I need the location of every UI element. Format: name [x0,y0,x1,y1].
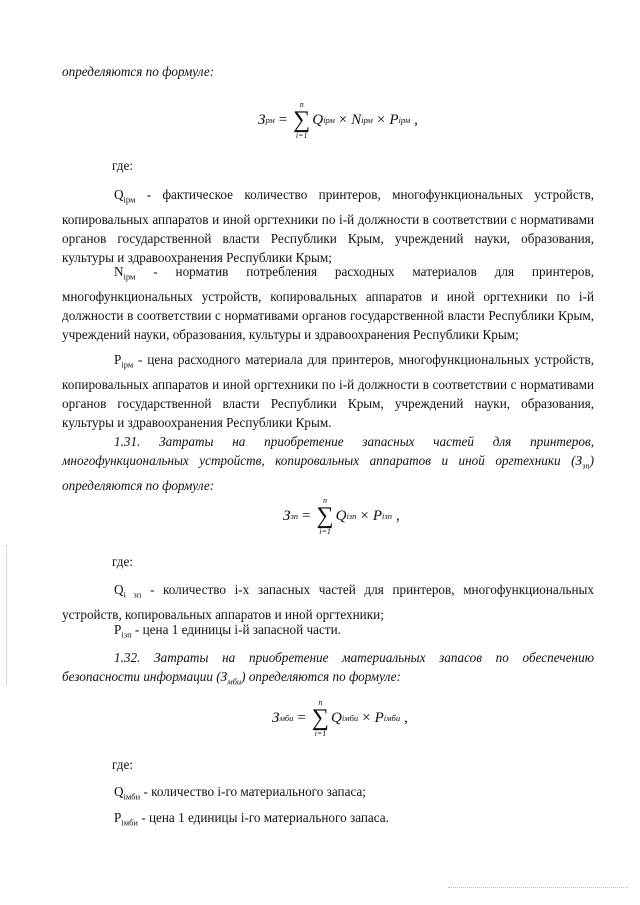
definition-q-irm [62,185,594,267]
def-text: - количество i-х запасных частей для принтеров, многофункциональных устройств, копировальных аппаратов и иной оргтехники; [62,582,594,622]
scan-artifact-left [6,545,8,685]
formula-lhs-sub: зп [290,511,299,521]
formula-lhs-sub: рм [265,115,275,125]
def-text: - количество i-го материального запаса; [140,784,366,799]
times-sign: × [338,111,348,128]
term-q: Q [330,709,342,726]
term-p-sub: iмби [383,713,401,723]
formula-comma: , [414,111,418,128]
section-1-32 [62,648,594,692]
formula-lhs: З [272,709,280,726]
def-symbol: P [114,352,122,367]
formula-zrm [258,98,418,142]
section-text: 1.31. Затраты на приобретение запасных частей для принтеров, многофункциональных устройств, копировальных аппаратов и иной оргтехники (З [62,434,594,468]
sum-top: n [299,100,304,109]
section-text-end: ) определяются по формуле: [241,669,401,684]
times-sign: × [362,709,371,726]
term-q-sub: iмби [341,713,359,723]
definition-p-imbi [62,808,594,833]
intro-text: определяются по формуле: [62,64,215,79]
formula-zmbi [272,696,408,740]
times-sign: × [360,507,369,524]
sigma-icon: ∑ [311,705,329,731]
def-text: - норматив потребления расходных материалов для принтеров, многофункциональных устройств, копировальных аппаратов и иной оргтехники по i-й должности в соответствии с нормативами органов государственной власти Республики Крым, учреждений науки, образования, культуры и здравоохранения Республики Крым; [62,264,594,342]
term-p: P [389,111,399,128]
equals-sign: = [278,111,288,128]
term-q: Q [335,507,347,524]
term-q: Q [312,111,324,128]
formula-zzp [283,494,400,538]
def-symbol-sub: iмби [121,817,138,828]
def-symbol-sub: iрм [123,271,136,282]
definition-q-izp [62,580,594,624]
formula-lhs: З [258,111,266,128]
term-q-sub: iзп [346,511,357,521]
def-text: - фактическое количество принтеров, многофункциональных устройств, копировальных аппаратов и иной оргтехники по i-й должности в соответствии с нормативами органов государственной власти Республики Крым, учреждений науки, образования, культуры и здравоохранения Республики Крым; [62,187,594,265]
times-sign: × [376,111,386,128]
term-n: N [351,111,362,128]
term-n-sub: iрм [361,115,373,125]
definition-p-izp [62,620,594,645]
section-sub: мби [227,676,242,687]
def-symbol-sub: iмби [123,791,141,802]
sum-bottom: i=1 [314,729,327,738]
sum-top: n [318,698,323,707]
formula-comma: , [395,507,400,524]
def-symbol: Q [114,582,124,597]
def-symbol-sub: iрм [121,359,134,370]
section-text: 1.32. Затраты на приобретение материальных запасов по обеспечению безопасности информации (З [62,650,594,684]
def-text: - цена расходного материала для принтеров, многофункциональных устройств, копировальных аппаратов и иной оргтехники по i-й должности в соответствии с нормативами органов государственной власти Республики Крым, учреждений науки, образования, культуры и здравоохранения Республики Крым. [62,352,594,430]
def-symbol-sub: iзп [121,629,132,640]
sum-operator [316,496,333,536]
formula-comma: , [404,709,408,726]
section-1-31 [62,432,594,495]
def-text: - цена 1 единицы i-го материального запаса. [137,810,389,825]
def-symbol: P [114,622,122,637]
scan-artifact-bottom [448,887,628,889]
where-label: где: [112,757,133,772]
sum-top: n [323,496,328,505]
section-sub: зп [582,460,590,471]
def-symbol: N [114,264,124,279]
sum-bottom: i=1 [295,131,308,140]
def-symbol: Q [114,187,124,202]
def-symbol-sub: i зп [123,589,142,600]
sum-bottom: i=1 [319,527,331,536]
def-symbol-sub: iрм [123,194,136,205]
sigma-icon: ∑ [316,503,334,529]
def-text: - цена 1 единицы i-й запасной части. [131,622,341,637]
where-label: где: [112,158,133,173]
equals-sign: = [297,709,306,726]
where-label: где: [112,554,133,569]
definition-n-irm [62,262,594,344]
term-p: P [372,507,383,524]
def-symbol: Q [114,784,124,799]
term-p-sub: iзп [382,511,392,521]
definition-p-irm [62,350,594,432]
definition-q-imbi [62,782,594,807]
sum-operator [312,698,329,738]
section-text-end: ) определяются по формуле: [62,453,594,493]
def-symbol: P [114,810,122,825]
formula-lhs: З [283,507,291,524]
term-q-sub: iрм [323,115,335,125]
term-p: P [374,709,384,726]
equals-sign: = [302,507,311,524]
term-p-sub: iрм [398,115,411,125]
sum-operator [293,100,310,140]
formula-lhs-sub: мби [279,713,294,723]
sigma-icon: ∑ [293,107,311,133]
